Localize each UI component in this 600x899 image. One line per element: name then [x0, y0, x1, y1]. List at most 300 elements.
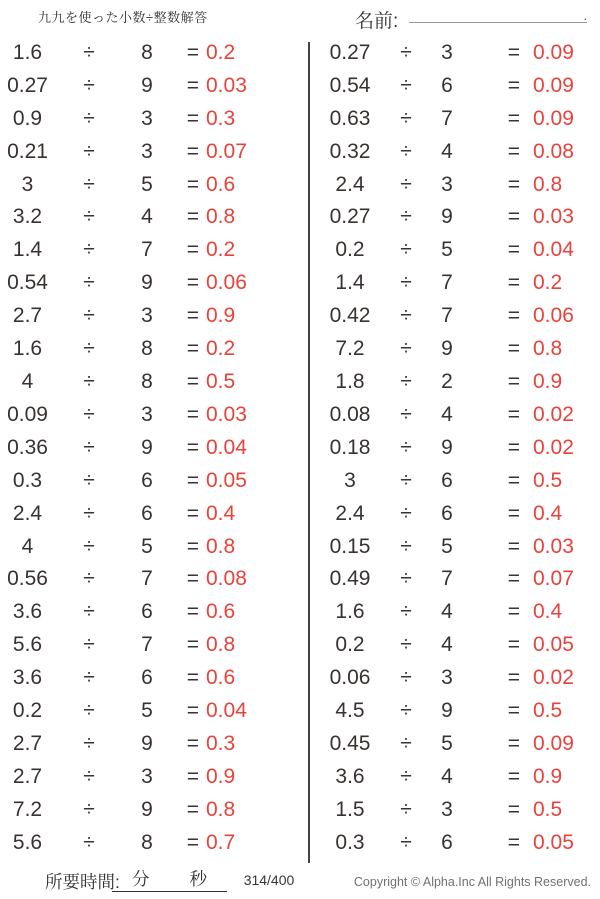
answer: 0.02 — [533, 402, 574, 426]
dividend: 0.2 — [12, 699, 43, 723]
dividend: 2.4 — [335, 501, 365, 525]
equals-sign: = — [186, 370, 199, 394]
equals-sign: = — [507, 172, 520, 196]
equals-sign: = — [507, 139, 520, 163]
divide-sign: ÷ — [400, 830, 412, 854]
answer: 0.07 — [533, 567, 574, 591]
equals-sign: = — [507, 271, 520, 295]
divide-sign: ÷ — [400, 304, 412, 328]
answer: 0.05 — [533, 830, 574, 854]
divide-sign: ÷ — [83, 468, 95, 492]
answer: 0.05 — [206, 468, 247, 492]
divisor: 9 — [141, 797, 153, 821]
problem-row — [0, 333, 300, 366]
equals-sign: = — [507, 106, 520, 130]
dividend: 0.08 — [329, 402, 371, 426]
divide-sign: ÷ — [400, 73, 412, 97]
answer: 0.8 — [206, 534, 236, 558]
divide-sign: ÷ — [400, 139, 412, 163]
equals-sign: = — [507, 468, 520, 492]
equals-sign: = — [186, 567, 199, 591]
equals-sign: = — [507, 764, 520, 788]
elapsed-time-entry-line — [112, 868, 227, 892]
equals-sign: = — [507, 304, 520, 328]
answer: 0.06 — [533, 304, 574, 328]
dividend: 0.3 — [12, 468, 43, 492]
divide-sign: ÷ — [83, 600, 95, 624]
answer: 0.03 — [533, 205, 574, 229]
divide-sign: ÷ — [400, 402, 412, 426]
problem-row — [318, 695, 600, 728]
problem-row — [318, 300, 600, 333]
dividend: 7.2 — [335, 337, 365, 361]
problem-row — [318, 464, 600, 497]
divide-sign: ÷ — [83, 139, 95, 163]
equals-sign: = — [186, 633, 199, 657]
divisor: 7 — [141, 633, 153, 657]
dividend: 0.2 — [335, 238, 365, 262]
dividend: 2.4 — [335, 172, 365, 196]
problem-row — [318, 69, 600, 102]
answer: 0.09 — [533, 40, 574, 64]
divisor: 5 — [441, 731, 453, 755]
answer: 0.04 — [533, 238, 574, 262]
dividend: 0.27 — [7, 73, 48, 97]
equals-sign: = — [507, 435, 520, 459]
problem-row — [318, 826, 600, 859]
dividend: 7.2 — [12, 797, 43, 821]
divisor: 5 — [141, 172, 153, 196]
divisor: 7 — [441, 567, 453, 591]
dividend: 0.54 — [7, 271, 48, 295]
divisor: 4 — [141, 205, 153, 229]
divisor: 5 — [441, 238, 453, 262]
divide-sign: ÷ — [400, 337, 412, 361]
divisor: 9 — [441, 699, 453, 723]
problem-row — [318, 530, 600, 563]
answer: 0.07 — [206, 139, 247, 163]
divide-sign: ÷ — [83, 633, 95, 657]
dividend: 0.63 — [329, 106, 371, 130]
divide-sign: ÷ — [83, 172, 95, 196]
equals-sign: = — [186, 139, 199, 163]
dividend: 0.27 — [329, 40, 371, 64]
answer: 0.6 — [206, 666, 236, 690]
divide-sign: ÷ — [400, 633, 412, 657]
answer: 0.2 — [206, 238, 236, 262]
equals-sign: = — [507, 501, 520, 525]
dividend: 2.7 — [12, 304, 43, 328]
divisor: 6 — [141, 666, 153, 690]
divide-sign: ÷ — [83, 830, 95, 854]
answer: 0.5 — [533, 699, 563, 723]
divide-sign: ÷ — [83, 666, 95, 690]
divide-sign: ÷ — [83, 402, 95, 426]
divisor: 7 — [441, 304, 453, 328]
problem-row — [0, 366, 300, 399]
name-entry-line: . — [409, 1, 587, 23]
answer: 0.8 — [206, 797, 236, 821]
divide-sign: ÷ — [400, 40, 412, 64]
problem-row — [0, 596, 300, 629]
answer: 0.9 — [533, 370, 563, 394]
equals-sign: = — [186, 501, 199, 525]
divide-sign: ÷ — [83, 435, 95, 459]
dividend: 0.32 — [329, 139, 371, 163]
divisor: 6 — [141, 501, 153, 525]
dividend: 0.15 — [329, 534, 371, 558]
dividend: 3 — [344, 468, 356, 492]
divisor: 9 — [141, 271, 153, 295]
problem-row — [0, 563, 300, 596]
answer: 0.09 — [533, 731, 574, 755]
divide-sign: ÷ — [400, 205, 412, 229]
divide-sign: ÷ — [400, 172, 412, 196]
problem-row — [318, 102, 600, 135]
problem-row — [0, 300, 300, 333]
answer: 0.9 — [206, 304, 236, 328]
divisor: 3 — [141, 139, 153, 163]
answer: 0.8 — [533, 172, 563, 196]
divisor: 5 — [141, 534, 153, 558]
dividend: 5.6 — [12, 633, 43, 657]
divisor: 9 — [441, 337, 453, 361]
divide-sign: ÷ — [83, 304, 95, 328]
worksheet-title: 九九を使った小数÷整数解答 — [38, 10, 208, 25]
problem-row — [0, 629, 300, 662]
problem-row — [318, 431, 600, 464]
divisor: 3 — [441, 797, 453, 821]
divide-sign: ÷ — [83, 699, 95, 723]
divide-sign: ÷ — [83, 731, 95, 755]
divide-sign: ÷ — [400, 534, 412, 558]
dividend: 0.09 — [7, 402, 48, 426]
divisor: 2 — [441, 370, 453, 394]
divisor: 4 — [441, 600, 453, 624]
equals-sign: = — [186, 40, 199, 64]
divisor: 7 — [141, 567, 153, 591]
divisor: 9 — [441, 205, 453, 229]
dividend: 0.54 — [329, 73, 371, 97]
problem-row — [0, 464, 300, 497]
divide-sign: ÷ — [400, 600, 412, 624]
divisor: 8 — [141, 337, 153, 361]
dividend: 3.2 — [12, 205, 43, 229]
answer: 0.9 — [533, 764, 563, 788]
problem-row — [318, 728, 600, 761]
divide-sign: ÷ — [400, 731, 412, 755]
dividend: 1.6 — [12, 337, 43, 361]
dividend: 0.3 — [335, 830, 365, 854]
answer: 0.06 — [206, 271, 247, 295]
problem-row — [318, 37, 600, 70]
problem-row — [0, 102, 300, 135]
divisor: 4 — [441, 139, 453, 163]
divide-sign: ÷ — [83, 271, 95, 295]
answer: 0.8 — [533, 337, 563, 361]
dividend: 0.9 — [12, 106, 43, 130]
divide-sign: ÷ — [400, 435, 412, 459]
equals-sign: = — [507, 666, 520, 690]
answer: 0.4 — [206, 501, 236, 525]
divisor: 6 — [441, 501, 453, 525]
divisor: 8 — [141, 370, 153, 394]
problem-row — [318, 596, 600, 629]
dividend: 1.5 — [335, 797, 365, 821]
equals-sign: = — [186, 699, 199, 723]
divisor: 6 — [441, 830, 453, 854]
problem-row — [0, 497, 300, 530]
name-label: 名前: — [355, 11, 399, 32]
problem-row — [0, 135, 300, 168]
problem-row — [318, 333, 600, 366]
equals-sign: = — [186, 666, 199, 690]
equals-sign: = — [507, 731, 520, 755]
divide-sign: ÷ — [83, 73, 95, 97]
answer: 0.7 — [206, 830, 236, 854]
answer: 0.08 — [206, 567, 247, 591]
dividend: 0.2 — [335, 633, 365, 657]
dividend: 1.6 — [12, 40, 43, 64]
dividend: 3.6 — [335, 764, 365, 788]
problem-row — [0, 431, 300, 464]
answer: 0.3 — [206, 731, 236, 755]
answer: 0.5 — [206, 370, 236, 394]
equals-sign: = — [186, 238, 199, 262]
divisor: 3 — [441, 172, 453, 196]
dividend: 1.4 — [335, 271, 365, 295]
problem-row — [0, 728, 300, 761]
equals-sign: = — [186, 534, 199, 558]
divide-sign: ÷ — [400, 370, 412, 394]
divide-sign: ÷ — [400, 468, 412, 492]
divisor: 6 — [141, 600, 153, 624]
problem-row — [0, 69, 300, 102]
divide-sign: ÷ — [400, 567, 412, 591]
answer: 0.4 — [533, 600, 563, 624]
equals-sign: = — [507, 699, 520, 723]
problem-row — [318, 366, 600, 399]
problem-row — [318, 267, 600, 300]
answer: 0.02 — [533, 666, 574, 690]
equals-sign: = — [507, 633, 520, 657]
answer: 0.5 — [533, 468, 563, 492]
dividend: 0.45 — [329, 731, 371, 755]
equals-sign: = — [507, 534, 520, 558]
divisor: 4 — [441, 633, 453, 657]
equals-sign: = — [186, 106, 199, 130]
divisor: 3 — [141, 402, 153, 426]
equals-sign: = — [186, 435, 199, 459]
answer: 0.8 — [206, 205, 236, 229]
equals-sign: = — [186, 764, 199, 788]
dividend: 3 — [21, 172, 34, 196]
equals-sign: = — [507, 238, 520, 262]
dividend: 1.4 — [12, 238, 43, 262]
divide-sign: ÷ — [400, 238, 412, 262]
answer: 0.03 — [206, 73, 247, 97]
problem-row — [0, 530, 300, 563]
answer: 0.05 — [533, 633, 574, 657]
divisor: 4 — [441, 402, 453, 426]
equals-sign: = — [186, 172, 199, 196]
divisor: 9 — [141, 731, 153, 755]
equals-sign: = — [186, 337, 199, 361]
dividend: 3.6 — [12, 600, 43, 624]
dividend: 2.7 — [12, 764, 43, 788]
dividend: 4.5 — [335, 699, 365, 723]
problem-row — [0, 398, 300, 431]
equals-sign: = — [186, 600, 199, 624]
divisor: 7 — [441, 271, 453, 295]
divide-sign: ÷ — [83, 337, 95, 361]
answer: 0.6 — [206, 172, 236, 196]
dividend: 4 — [21, 370, 34, 394]
problem-row — [318, 201, 600, 234]
equals-sign: = — [507, 370, 520, 394]
problem-row — [0, 662, 300, 695]
divide-sign: ÷ — [400, 764, 412, 788]
dividend: 1.6 — [335, 600, 365, 624]
dividend: 0.18 — [329, 435, 371, 459]
divisor: 3 — [441, 666, 453, 690]
answer: 0.03 — [206, 402, 247, 426]
equals-sign: = — [507, 205, 520, 229]
answer: 0.9 — [206, 764, 236, 788]
problem-row — [318, 662, 600, 695]
dividend: 1.8 — [335, 370, 365, 394]
divisor: 9 — [141, 435, 153, 459]
divide-sign: ÷ — [83, 370, 95, 394]
divide-sign: ÷ — [400, 699, 412, 723]
divisor: 5 — [141, 699, 153, 723]
divisor: 9 — [141, 73, 153, 97]
minutes-label: 分 — [132, 869, 150, 889]
divide-sign: ÷ — [83, 797, 95, 821]
dividend: 0.27 — [329, 205, 371, 229]
equals-sign: = — [507, 73, 520, 97]
dividend: 0.42 — [329, 304, 371, 328]
answer: 0.2 — [206, 40, 236, 64]
divisor: 3 — [441, 40, 453, 64]
divisor: 6 — [441, 468, 453, 492]
divisor: 4 — [441, 764, 453, 788]
answer: 0.4 — [533, 501, 563, 525]
equals-sign: = — [507, 567, 520, 591]
problem-row — [318, 563, 600, 596]
problem-row — [0, 37, 300, 70]
problem-row — [318, 398, 600, 431]
divide-sign: ÷ — [83, 534, 95, 558]
divide-sign: ÷ — [83, 567, 95, 591]
divisor: 3 — [141, 764, 153, 788]
divide-sign: ÷ — [400, 666, 412, 690]
problem-row — [318, 497, 600, 530]
problem-row — [0, 695, 300, 728]
divide-sign: ÷ — [83, 238, 95, 262]
equals-sign: = — [507, 600, 520, 624]
divisor: 9 — [441, 435, 453, 459]
dividend: 2.7 — [12, 731, 43, 755]
equals-sign: = — [186, 73, 199, 97]
problems-column-right — [318, 37, 600, 860]
divisor: 8 — [141, 40, 153, 64]
divisor: 7 — [141, 238, 153, 262]
problem-row — [318, 135, 600, 168]
divide-sign: ÷ — [400, 271, 412, 295]
dividend: 0.56 — [7, 567, 48, 591]
divide-sign: ÷ — [83, 501, 95, 525]
answer: 0.03 — [533, 534, 574, 558]
divisor: 3 — [141, 106, 153, 130]
answer: 0.09 — [533, 106, 574, 130]
dividend: 4 — [21, 534, 34, 558]
equals-sign: = — [186, 271, 199, 295]
answer: 0.5 — [533, 797, 563, 821]
divide-sign: ÷ — [400, 501, 412, 525]
problem-row — [0, 234, 300, 267]
problem-row — [318, 793, 600, 826]
dividend: 0.36 — [7, 435, 48, 459]
equals-sign: = — [507, 40, 520, 64]
divisor: 6 — [141, 468, 153, 492]
elapsed-time-label: 所要時間: — [45, 872, 120, 892]
seconds-label: 秒 — [189, 869, 207, 889]
divide-sign: ÷ — [83, 205, 95, 229]
problem-row — [318, 234, 600, 267]
divide-sign: ÷ — [400, 797, 412, 821]
divisor: 7 — [441, 106, 453, 130]
problem-row — [318, 629, 600, 662]
dividend: 0.49 — [329, 567, 371, 591]
answer: 0.02 — [533, 435, 574, 459]
problem-row — [0, 826, 300, 859]
copyright-notice: Copyright © Alpha.Inc All Rights Reserved. — [353, 875, 591, 889]
divisor: 3 — [141, 304, 153, 328]
divisor: 5 — [441, 534, 453, 558]
problems-column-left — [0, 37, 300, 860]
problem-row — [0, 168, 300, 201]
equals-sign: = — [186, 830, 199, 854]
equals-sign: = — [507, 402, 520, 426]
answer: 0.8 — [206, 633, 236, 657]
column-divider-line — [308, 42, 310, 863]
answer: 0.6 — [206, 600, 236, 624]
divide-sign: ÷ — [400, 106, 412, 130]
equals-sign: = — [186, 797, 199, 821]
answer: 0.09 — [533, 73, 574, 97]
dividend: 2.4 — [12, 501, 43, 525]
answer: 0.3 — [206, 106, 236, 130]
dividend: 5.6 — [12, 830, 43, 854]
problem-row — [0, 793, 300, 826]
divide-sign: ÷ — [83, 764, 95, 788]
page-indicator: 314/400 — [243, 872, 295, 888]
divisor: 8 — [141, 830, 153, 854]
equals-sign: = — [186, 205, 199, 229]
dividend: 0.06 — [329, 666, 371, 690]
equals-sign: = — [507, 797, 520, 821]
equals-sign: = — [507, 830, 520, 854]
divide-sign: ÷ — [83, 40, 95, 64]
equals-sign: = — [507, 337, 520, 361]
divisor: 6 — [441, 73, 453, 97]
equals-sign: = — [186, 731, 199, 755]
equals-sign: = — [186, 468, 199, 492]
problem-row — [318, 168, 600, 201]
divide-sign: ÷ — [83, 106, 95, 130]
answer: 0.2 — [206, 337, 236, 361]
